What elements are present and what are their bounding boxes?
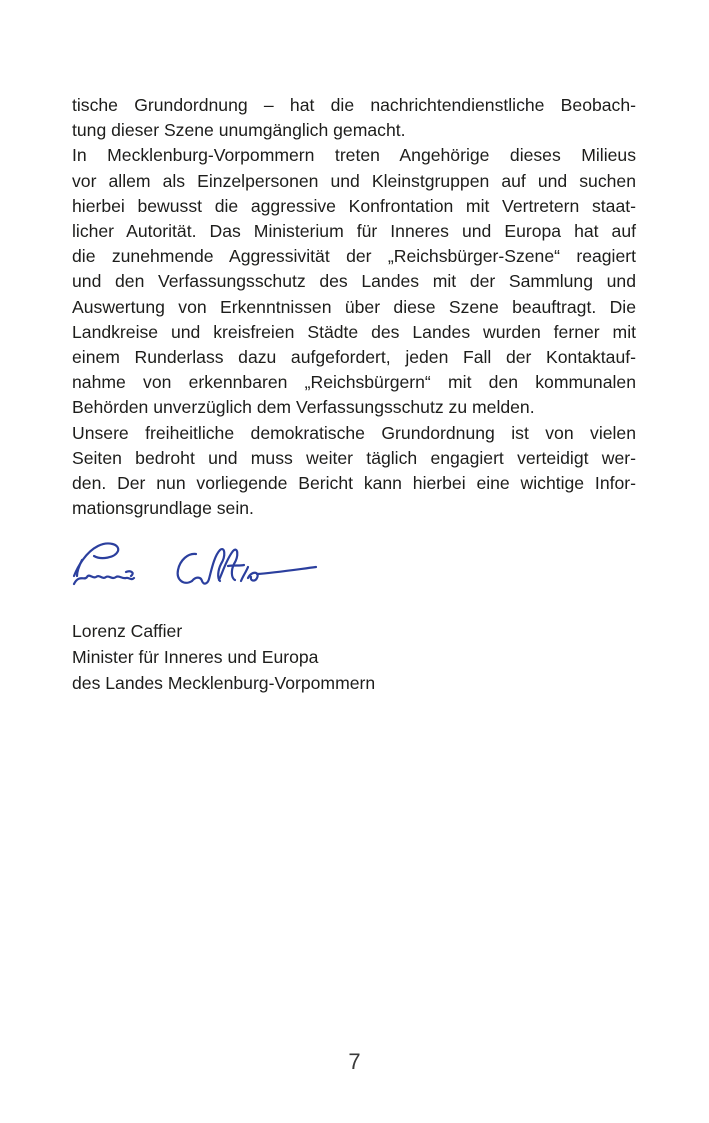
text-line: Auswertung von Erkenntnissen über diese Szene beauftragt. Die bbox=[72, 296, 636, 317]
paragraph bbox=[72, 421, 636, 522]
text-line: den. Der nun vorliegende Bericht kann hierbei eine wichtige Infor- bbox=[72, 473, 636, 494]
text-line: licher Autorität. Das Ministerium für Inneres und Europa hat auf bbox=[72, 221, 636, 242]
text-line: vor allem als Einzelpersonen und Kleinstgruppen auf und suchen bbox=[72, 170, 636, 191]
signatory-state: des Landes Mecklenburg-Vorpommern bbox=[72, 673, 376, 693]
paragraph bbox=[72, 93, 636, 143]
signature-block bbox=[72, 618, 572, 696]
page-number: 7 bbox=[348, 1049, 361, 1074]
text-line: und den Verfassungsschutz des Landes mit der Sammlung und bbox=[72, 271, 636, 292]
text-line: nahme von erkennbaren „Reichsbürgern“ mit den kommunalen bbox=[72, 372, 636, 393]
signatory-title: Minister für Inneres und Europa bbox=[72, 647, 319, 667]
text-line: Landkreise und kreisfreien Städte des Landes wurden ferner mit bbox=[72, 321, 636, 342]
body-text bbox=[72, 93, 636, 521]
text-line: Unsere freiheitliche demokratische Grundordnung ist von vielen bbox=[72, 422, 636, 443]
text-line: die zunehmende Aggressivität der „Reichsbürger-Szene“ reagiert bbox=[72, 246, 636, 267]
text-line: tung dieser Szene unumgänglich gemacht. bbox=[72, 120, 406, 141]
signatory-name: Lorenz Caffier bbox=[72, 621, 183, 641]
signature-ink bbox=[74, 544, 316, 584]
text-line: tische Grundordnung – hat die nachrichtendienstliche Beobach- bbox=[72, 95, 636, 115]
handwritten-signature bbox=[68, 536, 328, 598]
text-line: Behörden unverzüglich dem Verfassungsschutz zu melden. bbox=[72, 397, 535, 418]
text-line: mationsgrundlage sein. bbox=[72, 498, 254, 519]
text-line: hierbei bewusst die aggressive Konfrontation mit Vertretern staat- bbox=[72, 195, 636, 216]
paragraph bbox=[72, 143, 636, 420]
text-line: In Mecklenburg-Vorpommern treten Angehörige dieses Milieus bbox=[72, 145, 636, 166]
text-line: einem Runderlass dazu aufgefordert, jeden Fall der Kontaktauf- bbox=[72, 347, 636, 368]
text-line: Seiten bedroht und muss weiter täglich engagiert verteidigt wer- bbox=[72, 447, 636, 468]
